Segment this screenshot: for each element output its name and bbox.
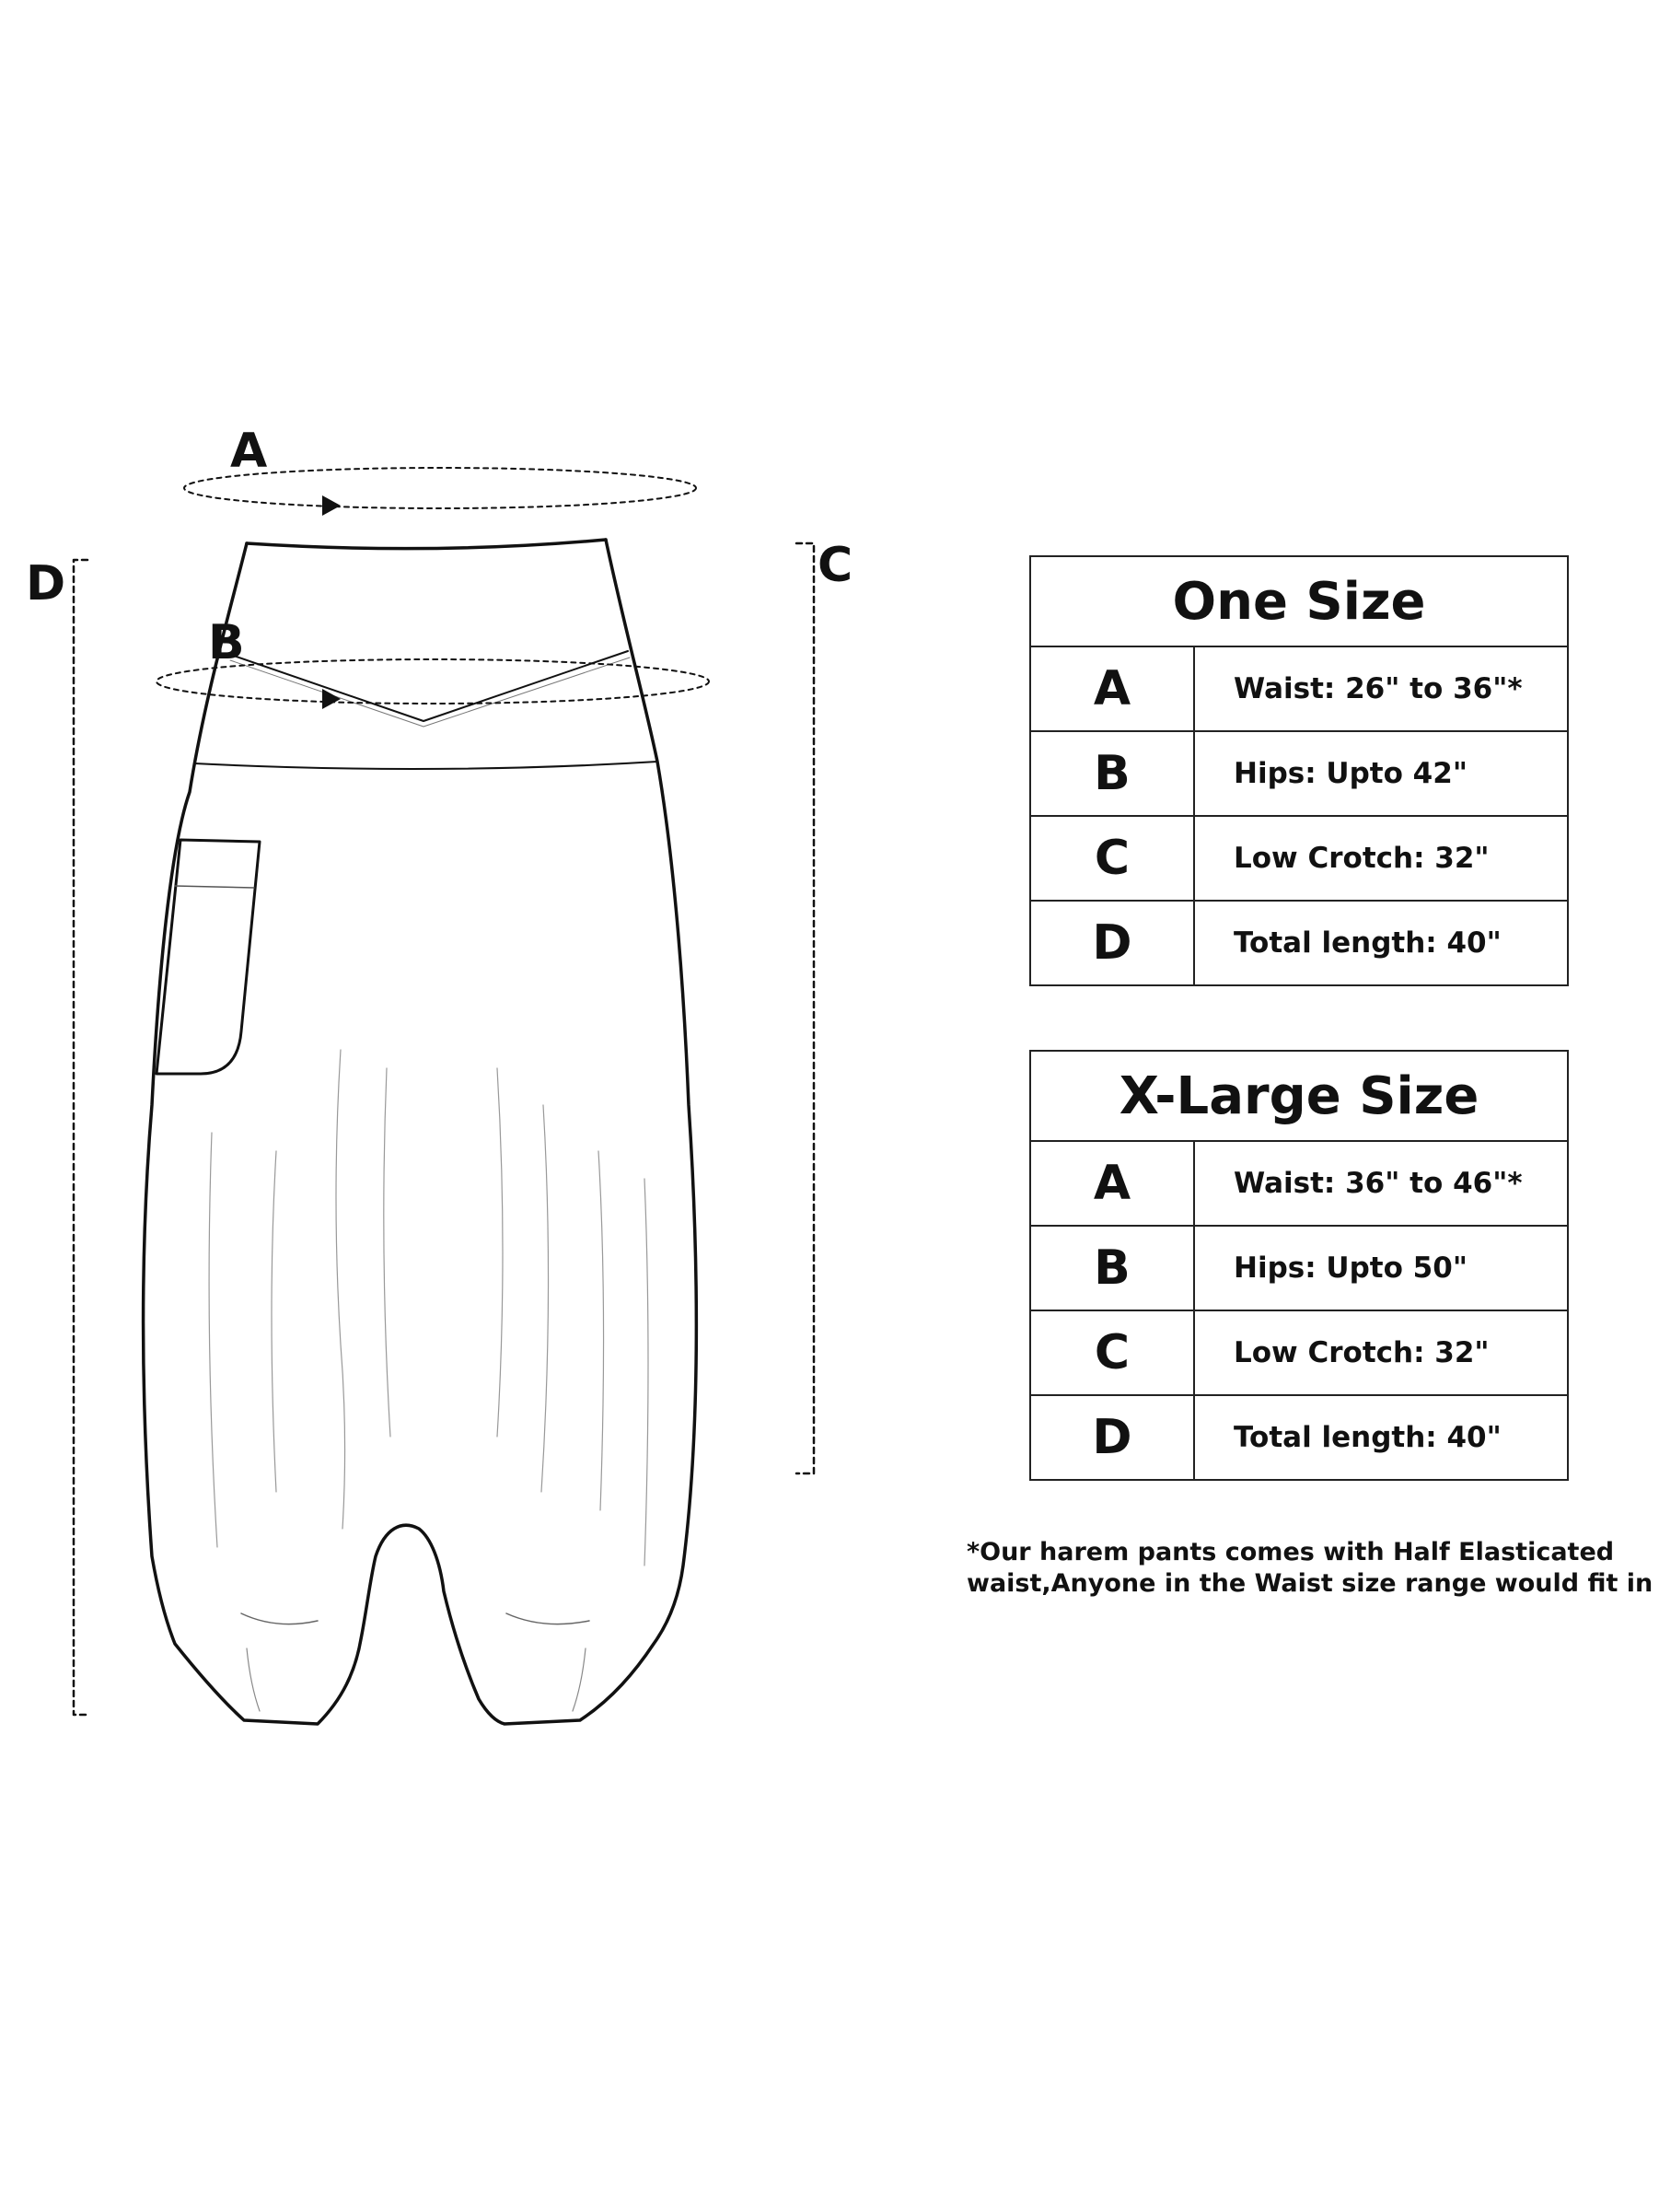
table-title: One Size xyxy=(1030,556,1568,646)
row-key: B xyxy=(1030,731,1194,816)
row-key: C xyxy=(1030,816,1194,901)
left-cuff-line xyxy=(241,1613,318,1624)
waist-arrow-icon xyxy=(322,495,341,516)
row-key: C xyxy=(1030,1310,1194,1395)
yoke-v xyxy=(228,651,628,721)
row-value: Hips: Upto 42" xyxy=(1194,731,1568,816)
crotch-dimension-line xyxy=(796,543,814,1473)
waistband-top xyxy=(247,540,606,549)
label-b: B xyxy=(208,615,245,670)
length-dimension-line xyxy=(74,560,87,1715)
row-value: Waist: 26" to 36"* xyxy=(1194,646,1568,731)
table-row xyxy=(1030,1310,1568,1395)
pocket-seam xyxy=(175,886,254,888)
label-c: C xyxy=(818,538,853,593)
table-row xyxy=(1030,816,1568,901)
row-key: A xyxy=(1030,1141,1194,1226)
label-a: A xyxy=(230,424,268,479)
row-value: Low Crotch: 32" xyxy=(1194,816,1568,901)
row-key: D xyxy=(1030,901,1194,985)
right-cuff-line xyxy=(506,1613,589,1624)
label-d: D xyxy=(26,556,66,611)
table-row xyxy=(1030,731,1568,816)
row-key: B xyxy=(1030,1226,1194,1310)
footnote-line-2: waist,Anyone in the Waist size range would fit in xyxy=(967,1569,1653,1598)
table-row xyxy=(1030,901,1568,985)
table-title: X-Large Size xyxy=(1030,1051,1568,1141)
table-row xyxy=(1030,1141,1568,1226)
one-size-table xyxy=(1029,555,1569,986)
row-value: Waist: 36" to 46"* xyxy=(1194,1141,1568,1226)
table-row xyxy=(1030,1395,1568,1480)
row-key: D xyxy=(1030,1395,1194,1480)
pants-outline xyxy=(144,540,697,1724)
row-key: A xyxy=(1030,646,1194,731)
yoke-v-inner xyxy=(230,658,630,727)
table-row xyxy=(1030,1226,1568,1310)
row-value: Total length: 40" xyxy=(1194,1395,1568,1480)
xlarge-size-table xyxy=(1029,1050,1569,1481)
row-value: Hips: Upto 50" xyxy=(1194,1226,1568,1310)
table-row xyxy=(1030,646,1568,731)
footnote-line-1: *Our harem pants comes with Half Elasticated xyxy=(967,1538,1615,1566)
waistband-seam xyxy=(194,762,657,769)
row-value: Low Crotch: 32" xyxy=(1194,1310,1568,1395)
row-value: Total length: 40" xyxy=(1194,901,1568,985)
